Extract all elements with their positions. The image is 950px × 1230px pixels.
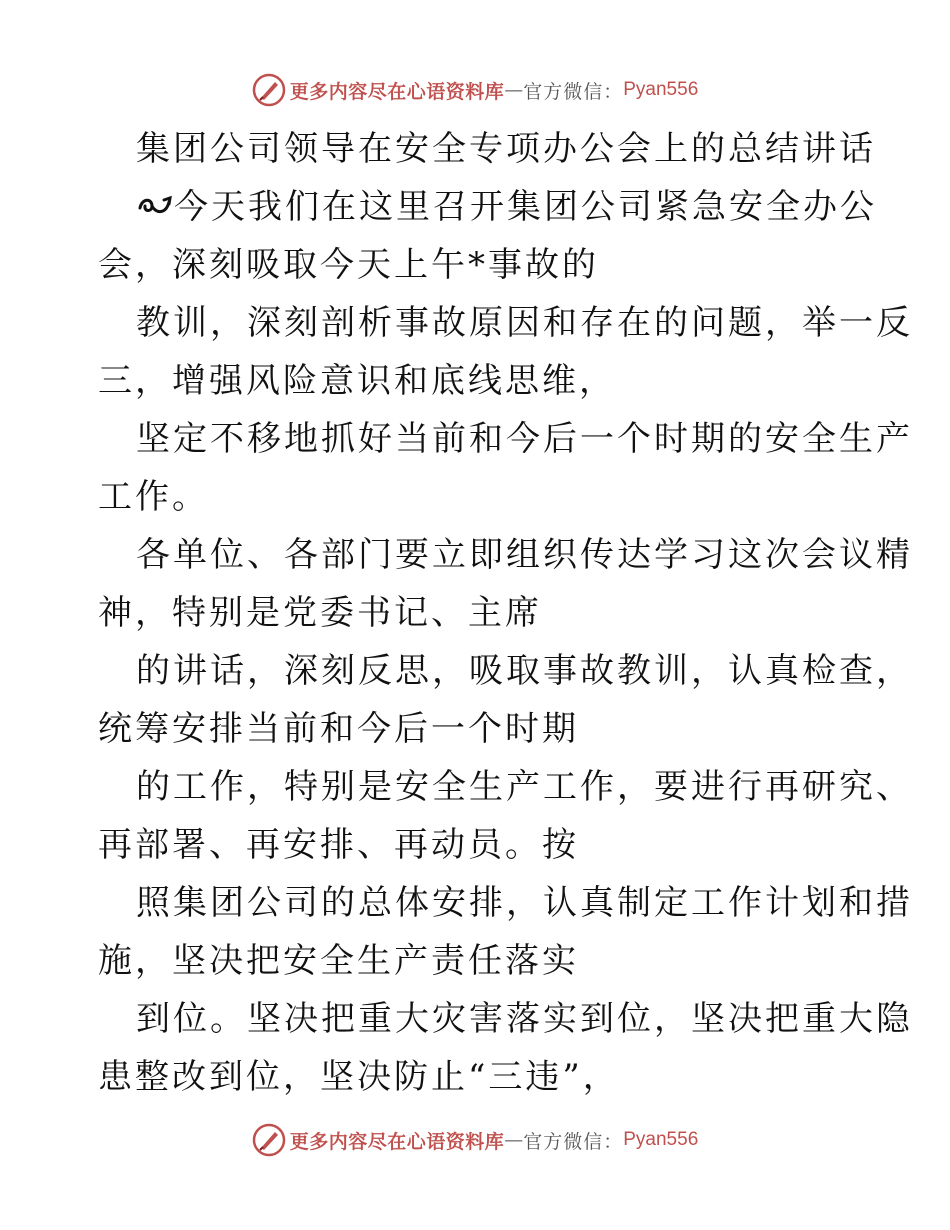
paragraph-line: 的讲话，深刻反思，吸取事故教训，认真检查， — [136, 651, 913, 691]
banner-wechat-id: Pyan556 — [623, 1129, 699, 1150]
quill-logo-icon — [252, 73, 286, 107]
banner-wechat-id: Pyan556 — [623, 79, 699, 100]
header-banner — [0, 70, 950, 110]
banner-wechat-label: 官方微信： — [523, 1130, 624, 1153]
paragraph-line: 照集团公司的总体安排，认真制定工作计划和措 — [136, 883, 913, 923]
paragraph-line: 三，增强风险意识和底线思维， — [98, 361, 616, 401]
paragraph-line: 的工作，特别是安全生产工作，要进行再研究、 — [136, 767, 913, 807]
paragraph-line: 各单位、各部门要立即组织传达学习这次会议精 — [136, 535, 913, 575]
paragraph-line: 到位。坚决把重大灾害落实到位，坚决把重大隐 — [136, 999, 913, 1039]
paragraph-line: 工作。 — [98, 477, 209, 517]
banner-brand-text: 更多内容尽在心语资料库 — [289, 1130, 505, 1153]
paragraph-line: 再部署、再安排、再动员。按 — [98, 825, 579, 865]
footer-banner — [0, 1120, 950, 1160]
banner-dash: — — [504, 1129, 524, 1151]
paragraph-line: 统筹安排当前和今后一个时期 — [98, 709, 579, 749]
paragraph-line-text: 今天我们在这里召开集团公司紧急安全办公 — [174, 187, 877, 227]
paragraph-line: 神，特别是党委书记、主席 — [98, 593, 542, 633]
paragraph-line: 会，深刻吸取今天上午*事故的 — [98, 245, 599, 285]
banner-brand-text: 更多内容尽在心语资料库 — [289, 80, 505, 103]
paragraph-line: 坚定不移地抓好当前和今后一个时期的安全生产 — [136, 419, 913, 459]
flourish-bullet-icon — [136, 182, 174, 216]
paragraph-line: 教训，深刻剖析事故原因和存在的问题，举一反 — [136, 303, 913, 343]
paragraph-line: 施，坚决把安全生产责任落实 — [98, 941, 579, 981]
document-body — [98, 120, 913, 1106]
paragraph-line — [98, 178, 877, 236]
paragraph-line: 患整改到位，坚决防止“三违”， — [98, 1057, 620, 1097]
document-title: 集团公司领导在安全专项办公会上的总结讲话 — [136, 129, 876, 169]
banner-wechat-label: 官方微信： — [523, 80, 624, 103]
banner-dash: — — [504, 79, 524, 101]
quill-logo-icon — [252, 1123, 286, 1157]
